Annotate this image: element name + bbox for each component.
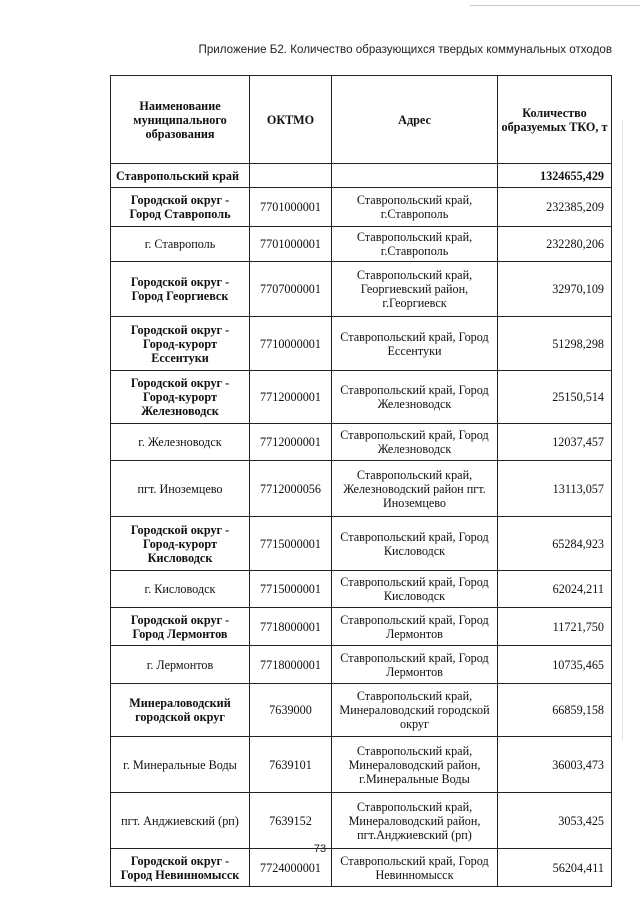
cell-address bbox=[332, 164, 498, 188]
cell-amount: 62024,211 bbox=[498, 571, 612, 608]
cell-amount: 51298,298 bbox=[498, 317, 612, 371]
cell-address: Ставропольский край, Город Невинномысск bbox=[332, 849, 498, 887]
cell-name: Минераловодский городской округ bbox=[111, 684, 250, 737]
column-header-oktmo: ОКТМО bbox=[250, 76, 332, 164]
cell-oktmo: 7639152 bbox=[250, 793, 332, 849]
cell-address: Ставропольский край, Город Лермонтов bbox=[332, 608, 498, 646]
cell-oktmo: 7718000001 bbox=[250, 646, 332, 684]
table-row bbox=[111, 461, 612, 517]
cell-address: Ставропольский край, Город Ессентуки bbox=[332, 317, 498, 371]
cell-amount: 66859,158 bbox=[498, 684, 612, 737]
table-row bbox=[111, 317, 612, 371]
cell-address: Ставропольский край, Железноводский район пгт. Иноземцево bbox=[332, 461, 498, 517]
cell-address: Ставропольский край, Минераловодский городской округ bbox=[332, 684, 498, 737]
cell-name: Городской округ - Город-курорт Железноводск bbox=[111, 371, 250, 424]
cell-oktmo: 7639101 bbox=[250, 737, 332, 793]
cell-amount: 65284,923 bbox=[498, 517, 612, 571]
table-row bbox=[111, 684, 612, 737]
table-header-row bbox=[111, 76, 612, 164]
cell-address: Ставропольский край, Город Железноводск bbox=[332, 371, 498, 424]
cell-name: пгт. Анджиевский (рп) bbox=[111, 793, 250, 849]
cell-oktmo: 7701000001 bbox=[250, 227, 332, 262]
cell-name: пгт. Иноземцево bbox=[111, 461, 250, 517]
cell-name: г. Железноводск bbox=[111, 424, 250, 461]
cell-amount: 36003,473 bbox=[498, 737, 612, 793]
cell-name: г. Ставрополь bbox=[111, 227, 250, 262]
cell-name: Городской округ - Город Лермонтов bbox=[111, 608, 250, 646]
cell-oktmo: 7712000056 bbox=[250, 461, 332, 517]
cell-amount: 3053,425 bbox=[498, 793, 612, 849]
cell-oktmo: 7718000001 bbox=[250, 608, 332, 646]
table-body bbox=[111, 164, 612, 887]
table-row bbox=[111, 793, 612, 849]
cell-amount: 11721,750 bbox=[498, 608, 612, 646]
table-row bbox=[111, 517, 612, 571]
column-header-amount: Количество образуемых ТКО, т bbox=[498, 76, 612, 164]
table-row bbox=[111, 608, 612, 646]
cell-amount: 32970,109 bbox=[498, 262, 612, 317]
cell-oktmo: 7712000001 bbox=[250, 371, 332, 424]
column-header-name: Наименование муниципального образования bbox=[111, 76, 250, 164]
cell-amount: 13113,057 bbox=[498, 461, 612, 517]
cell-name: Городской округ - Город Ставрополь bbox=[111, 188, 250, 227]
table-row bbox=[111, 262, 612, 317]
scan-fold-line bbox=[622, 120, 623, 740]
cell-address: Ставропольский край, г.Ставрополь bbox=[332, 188, 498, 227]
cell-oktmo: 7639000 bbox=[250, 684, 332, 737]
scan-edge-line bbox=[470, 5, 640, 6]
cell-address: Ставропольский край, г.Ставрополь bbox=[332, 227, 498, 262]
cell-oktmo: 7707000001 bbox=[250, 262, 332, 317]
column-header-address: Адрес bbox=[332, 76, 498, 164]
waste-volume-table bbox=[110, 75, 612, 887]
cell-address: Ставропольский край, Город Лермонтов bbox=[332, 646, 498, 684]
cell-address: Ставропольский край, Минераловодский район, пгт.Анджиевский (рп) bbox=[332, 793, 498, 849]
page-header: Приложение Б2. Количество образующихся твердых коммунальных отходов bbox=[198, 43, 612, 56]
cell-name: г. Лермонтов bbox=[111, 646, 250, 684]
cell-oktmo: 7710000001 bbox=[250, 317, 332, 371]
cell-oktmo: 7715000001 bbox=[250, 571, 332, 608]
cell-amount: 232280,206 bbox=[498, 227, 612, 262]
cell-address: Ставропольский край, Город Железноводск bbox=[332, 424, 498, 461]
cell-amount: 56204,411 bbox=[498, 849, 612, 887]
cell-amount: 25150,514 bbox=[498, 371, 612, 424]
cell-name: г. Минеральные Воды bbox=[111, 737, 250, 793]
cell-address: Ставропольский край, Минераловодский район, г.Минеральные Воды bbox=[332, 737, 498, 793]
cell-address: Ставропольский край, Город Кисловодск bbox=[332, 517, 498, 571]
cell-name: Городской округ - Город Георгиевск bbox=[111, 262, 250, 317]
table-row bbox=[111, 227, 612, 262]
table-row bbox=[111, 164, 612, 188]
cell-oktmo: 7701000001 bbox=[250, 188, 332, 227]
cell-oktmo: 7715000001 bbox=[250, 517, 332, 571]
cell-amount: 232385,209 bbox=[498, 188, 612, 227]
cell-oktmo: 7724000001 bbox=[250, 849, 332, 887]
cell-amount: 10735,465 bbox=[498, 646, 612, 684]
table-row bbox=[111, 424, 612, 461]
table-row bbox=[111, 571, 612, 608]
page-number: 73 bbox=[313, 843, 327, 855]
cell-name: Городской округ - Город Невинномысск bbox=[111, 849, 250, 887]
cell-name: Городской округ - Город-курорт Ессентуки bbox=[111, 317, 250, 371]
cell-oktmo: 7712000001 bbox=[250, 424, 332, 461]
table-row bbox=[111, 371, 612, 424]
cell-amount: 12037,457 bbox=[498, 424, 612, 461]
cell-name: Ставропольский край bbox=[111, 164, 250, 188]
cell-address: Ставропольский край, Георгиевский район, г.Георгиевск bbox=[332, 262, 498, 317]
table-row bbox=[111, 737, 612, 793]
cell-name: г. Кисловодск bbox=[111, 571, 250, 608]
cell-name: Городской округ - Город-курорт Кисловодск bbox=[111, 517, 250, 571]
cell-oktmo bbox=[250, 164, 332, 188]
cell-address: Ставропольский край, Город Кисловодск bbox=[332, 571, 498, 608]
table-row bbox=[111, 188, 612, 227]
cell-amount: 1324655,429 bbox=[498, 164, 612, 188]
table-row bbox=[111, 646, 612, 684]
